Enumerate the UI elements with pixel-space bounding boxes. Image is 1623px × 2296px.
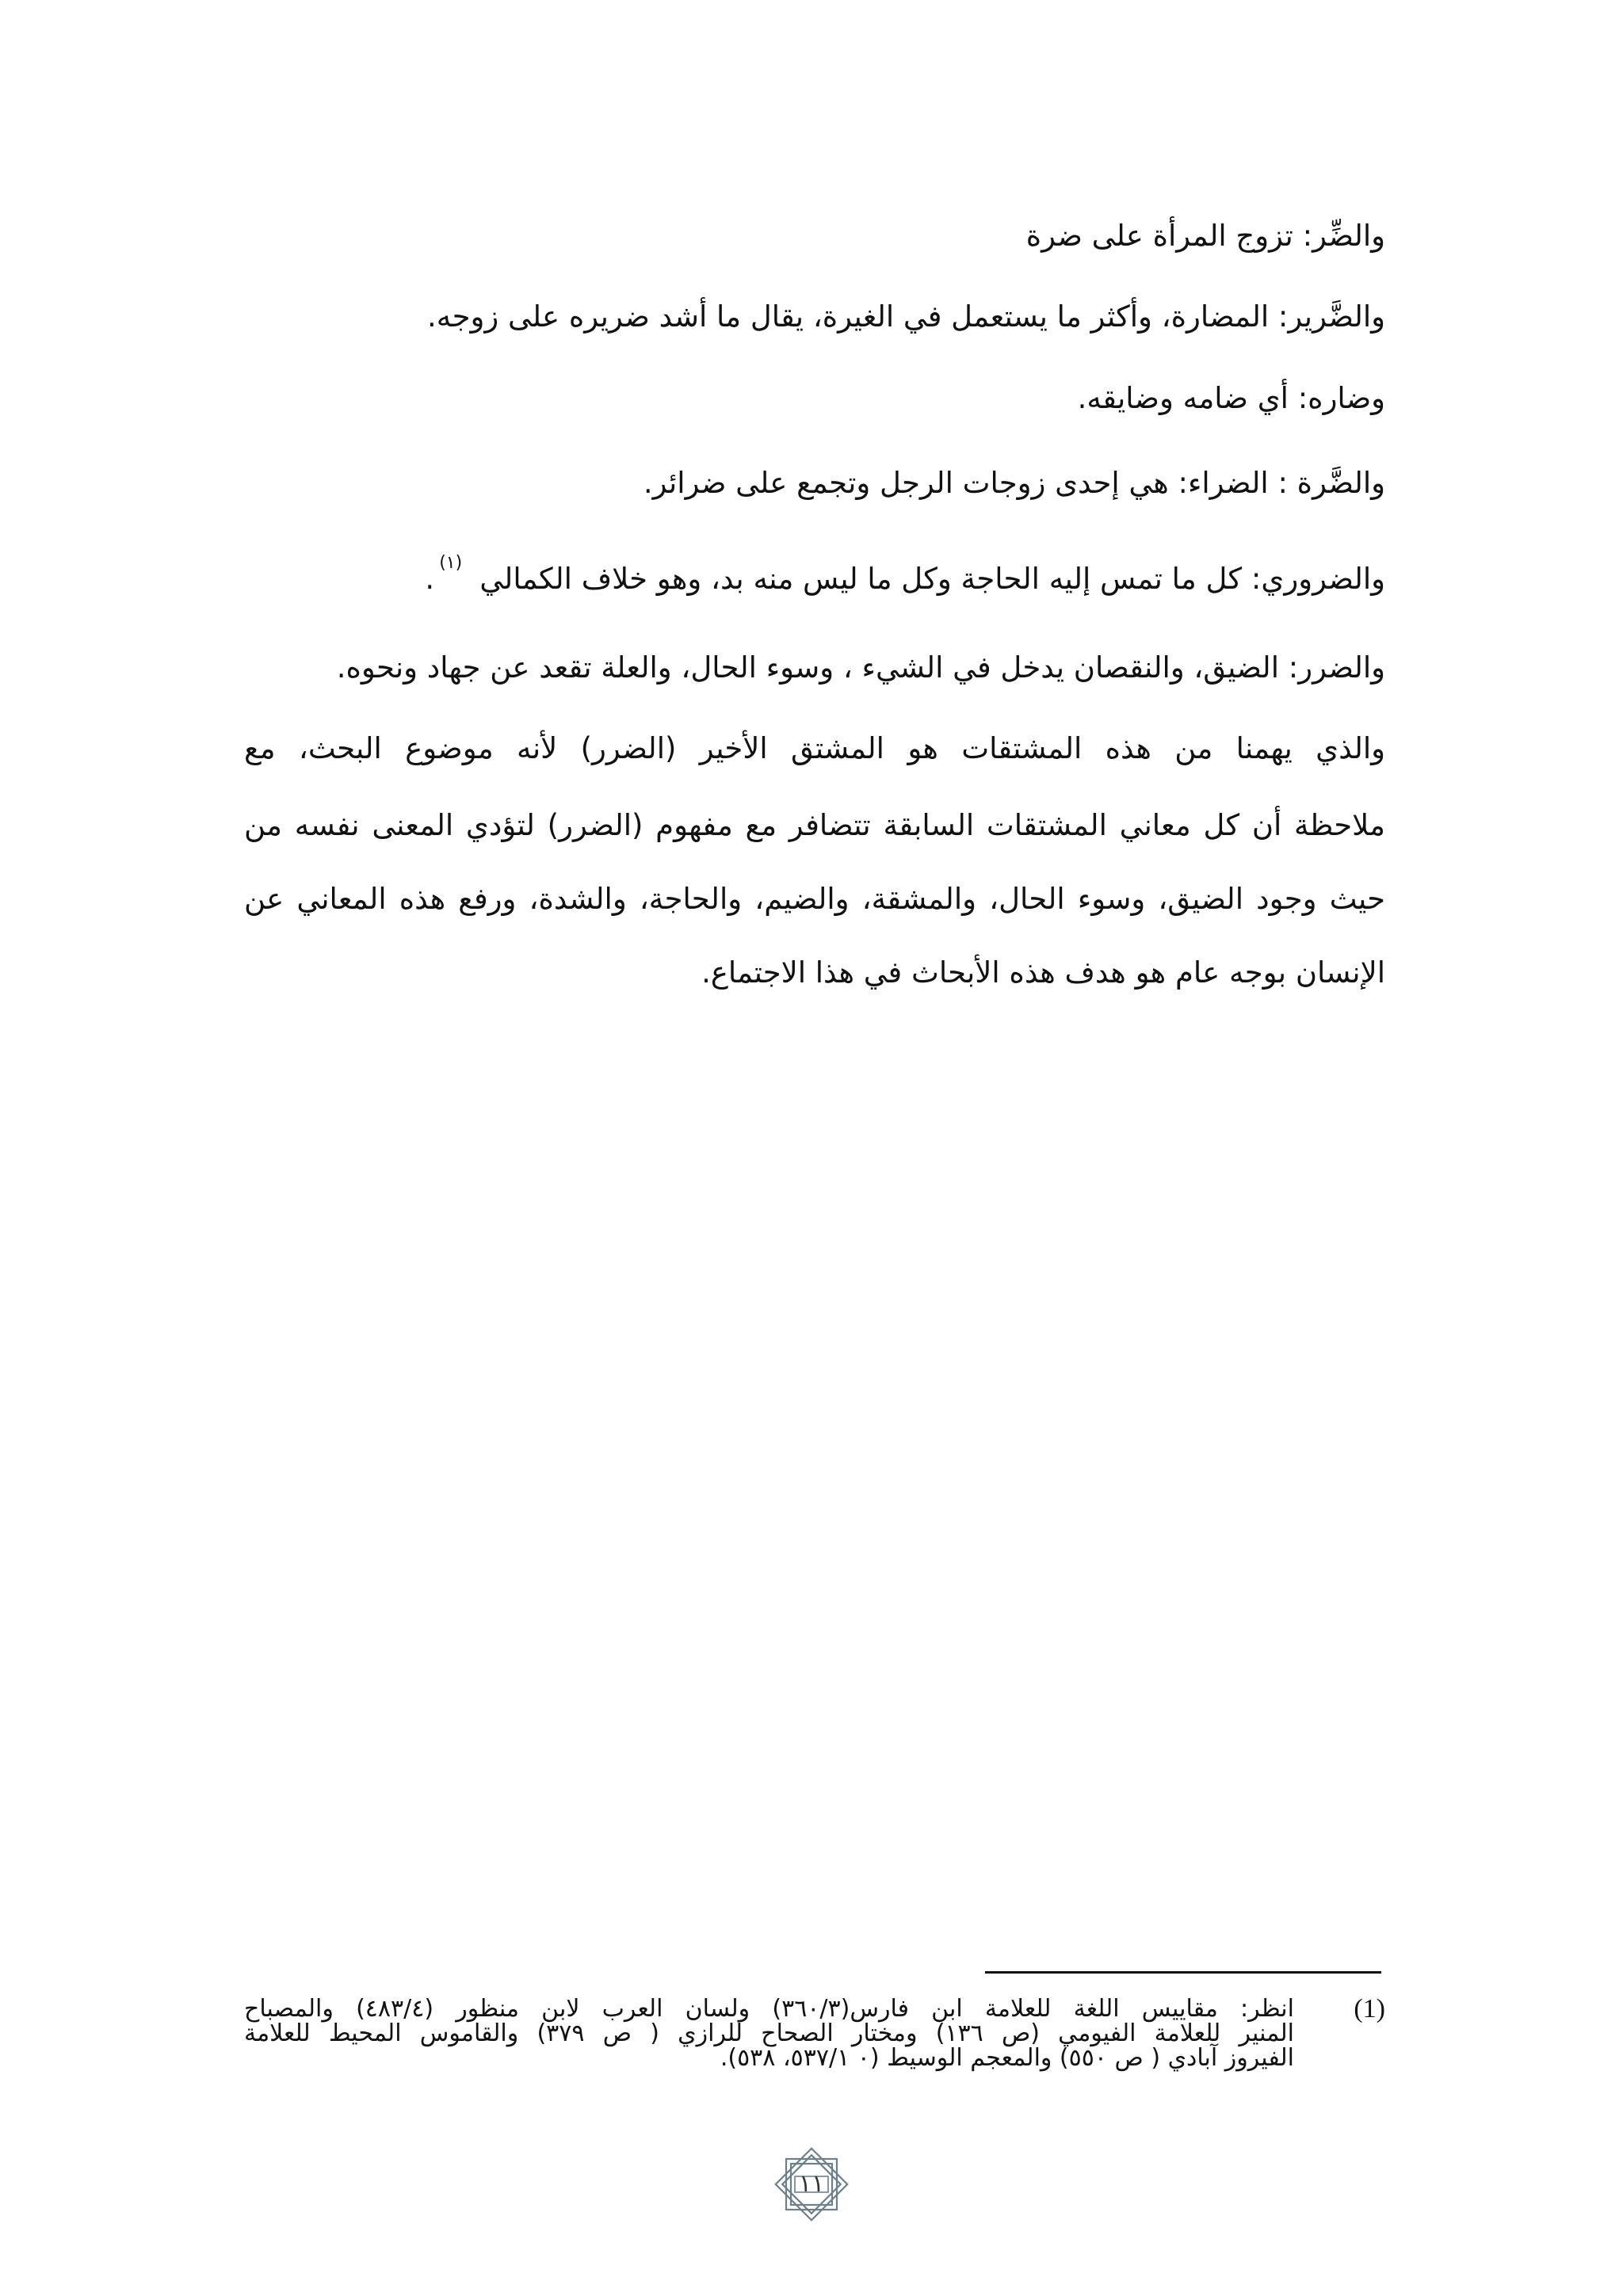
footnote-line-1: انظر: مقاييس اللغة للعلامة ابن فارس(٣٦٠/٣) ولسان العرب لابن منظور (٤٨٣/٤) والمصباح <box>244 1995 1294 2023</box>
main-paragraph-line-4: الإنسان بوجه عام هو هدف هذه الأبحاث في هذا الاجتماع. <box>701 955 1385 990</box>
definition-line-3: وضاره: أي ضامه وضايقه. <box>1077 381 1385 415</box>
definition-line-6: والضرر: الضيق، والنقصان يدخل في الشيء ، وسوء الحال، والعلة تقعد عن جهاد ونحوه. <box>336 650 1385 685</box>
main-paragraph-line-3: حيث وجود الضيق، وسوء الحال، والمشقة، والضيم، والحاجة، والشدة، ورفع هذه المعاني عن <box>244 882 1385 916</box>
page-number-ornament <box>765 2138 858 2231</box>
definition-line-1: والضِّر: تزوج المرأة على ضرة <box>1025 219 1385 253</box>
footnote-reference[interactable]: (١) <box>439 553 463 573</box>
main-paragraph-line-2: ملاحظة أن كل معاني المشتقات السابقة تتضافر مع مفهوم (الضرر) لتؤدي المعنى نفسه من <box>244 808 1385 842</box>
footnote-text <box>244 1997 1294 2070</box>
definition-line-4: والضَّرة : الضراء: هي إحدى زوجات الرجل وتجمع على ضرائر. <box>643 466 1385 500</box>
definition-line-2: والضَّرير: المضارة، وأكثر ما يستعمل في الغيرة، يقال ما أشد ضريره على زوجه. <box>426 299 1385 334</box>
definition-line-5-text: والضروري: كل ما تمس إليه الحاجة وكل ما ليس منه بد، وهو خلاف الكمالي <box>479 562 1385 596</box>
footnote <box>244 1994 1385 2072</box>
definition-line-5 <box>244 553 1385 604</box>
footnote-line-2: المنير للعلامة الفيومي (ص ١٣٦) ومختار الصحاح للرازي ( ص ٣٧٩) والقاموس المحيط للعلامة <box>244 2019 1294 2047</box>
footnote-separator <box>985 1971 1381 1974</box>
definition-line-5-tail: . <box>425 562 435 596</box>
footnote-number: (1) <box>1354 1994 1385 2023</box>
footnote-line-3: الفيروز آبادي ( ص ٥٥٠) والمعجم الوسيط (٠ ٥٣٧/١، ٥٣٨). <box>720 2044 1294 2072</box>
page-number: ١١ <box>798 2170 825 2198</box>
main-paragraph-line-1: والذي يهمنا من هذه المشتقات هو المشتق الأخير (الضرر) لأنه موضوع البحث، مع <box>244 731 1385 765</box>
